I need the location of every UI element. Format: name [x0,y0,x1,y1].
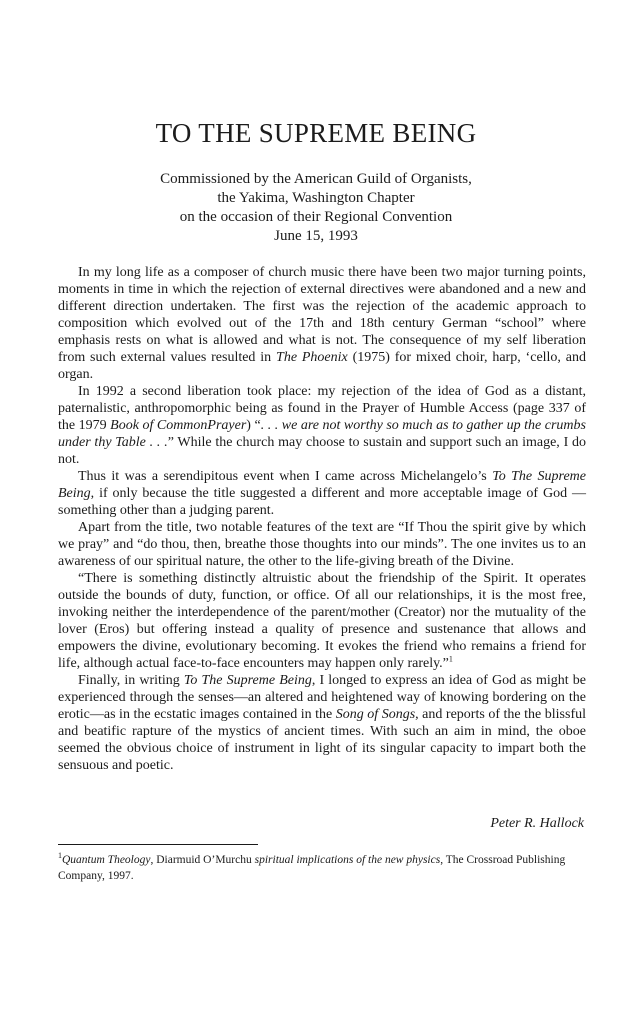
body-paragraph [58,468,586,519]
italic-text: To The Supreme Being [183,673,312,688]
italic-text: The Phoenix [276,350,348,365]
italic-text: Quantum Theology [62,854,151,866]
subtitle-line: Commissioned by the American Guild of Organists, [160,171,472,187]
italic-text: spiritual implications of the new physics [254,854,441,866]
footnote-divider [58,844,258,845]
text-run: , Diarmuid O’Murchu [150,854,255,866]
italic-text: . . . we are not worthy so much as to gather up the crumbs under thy Table . . . [58,418,586,450]
text-run: , I longed to express an idea of God as might be experienced through the senses—an altered and heightened way of knowing bordering on the erotic—as in the ecstatic images contained in the [58,673,586,722]
body-paragraph [58,264,586,383]
italic-text: To The Supreme Being [58,469,586,501]
body-paragraph [58,519,586,570]
text-run: , and reports of the the blissful and beatific rapture of the mystics of ancient times. With such an aim in mind, the oboe seemed the obvious choice of instrument in light of its singular capacity to impart both the sensuous and poetic. [58,707,586,773]
subtitle-date: June 15, 1993 [274,228,358,244]
text-run: Finally, in writing [78,673,184,688]
text-run: “There is something distinctly altruistic about the friendship of the Spirit. It operates outside the bounds of duty, function, or office. Of all our relationships, it is the most free, invoking neither the interdependence of the parent/mother (Creator) nor the mutuality of the lover (Eros) but offering instead a quality of presence and sustenance that allows and empowers the divine, evolutionary becoming. It evokes the friend who remains a friend for life, although actual face-to-face encounters may happen only rarely.” [58,571,586,671]
body-text [58,264,586,774]
italic-text: Book of CommonPrayer [110,418,247,433]
author-signature: Peter R. Hallock [490,816,584,831]
text-run: ) “ [246,418,261,433]
commission-note [0,170,632,246]
footnote-marker: 1 [448,654,453,664]
page-title: TO THE SUPREME BEING [155,118,477,148]
footnote-marker: 1 [58,851,62,861]
footnote [58,852,598,884]
text-run: ” While the church may choose to sustain and support such an image, I do not. [58,435,586,467]
subtitle-line: the Yakima, Washington Chapter [217,190,415,206]
text-run: , if only because the title suggested a different and more acceptable image of God —something other than a judging parent. [58,486,586,518]
body-paragraph [58,570,586,672]
subtitle-line: on the occasion of their Regional Convention [179,209,453,225]
body-paragraph [58,383,586,468]
text-run: In 1992 a second liberation took place: my rejection of the idea of God as a distant, paternalistic, anthropomorphic being as found in the Prayer of Humble Access (page 337 of the 1979 [58,384,586,433]
italic-text: Song of Songs [335,707,416,722]
text-run: , The Crossroad Publishing Company, 1997. [58,854,566,882]
text-run: Thus it was a serendipitous event when I came across Michelangelo’s [78,469,493,484]
body-paragraph [58,672,586,774]
text-run: In my long life as a composer of church music there have been two major turning points, moments in time in which the rejection of external directives were abandoned and a new and different direction undertaken. The first was the rejection of the academic approach to composition which evolved out of the 17th and 18th century German “school” where emphasis rests on what is allowed and what is not. The consequence of my self liberation from such external values resulted in [58,265,586,365]
text-run: Apart from the title, two notable features of the text are “If Thou the spirit give by which we pray” and “do thou, then, breathe those thoughts into our minds”. The one invites us to an awareness of our spiritual nature, the other to the life-giving breath of the Divine. [58,520,586,569]
text-run: (1975) for mixed choir, harp, ‘cello, and organ. [58,350,586,382]
